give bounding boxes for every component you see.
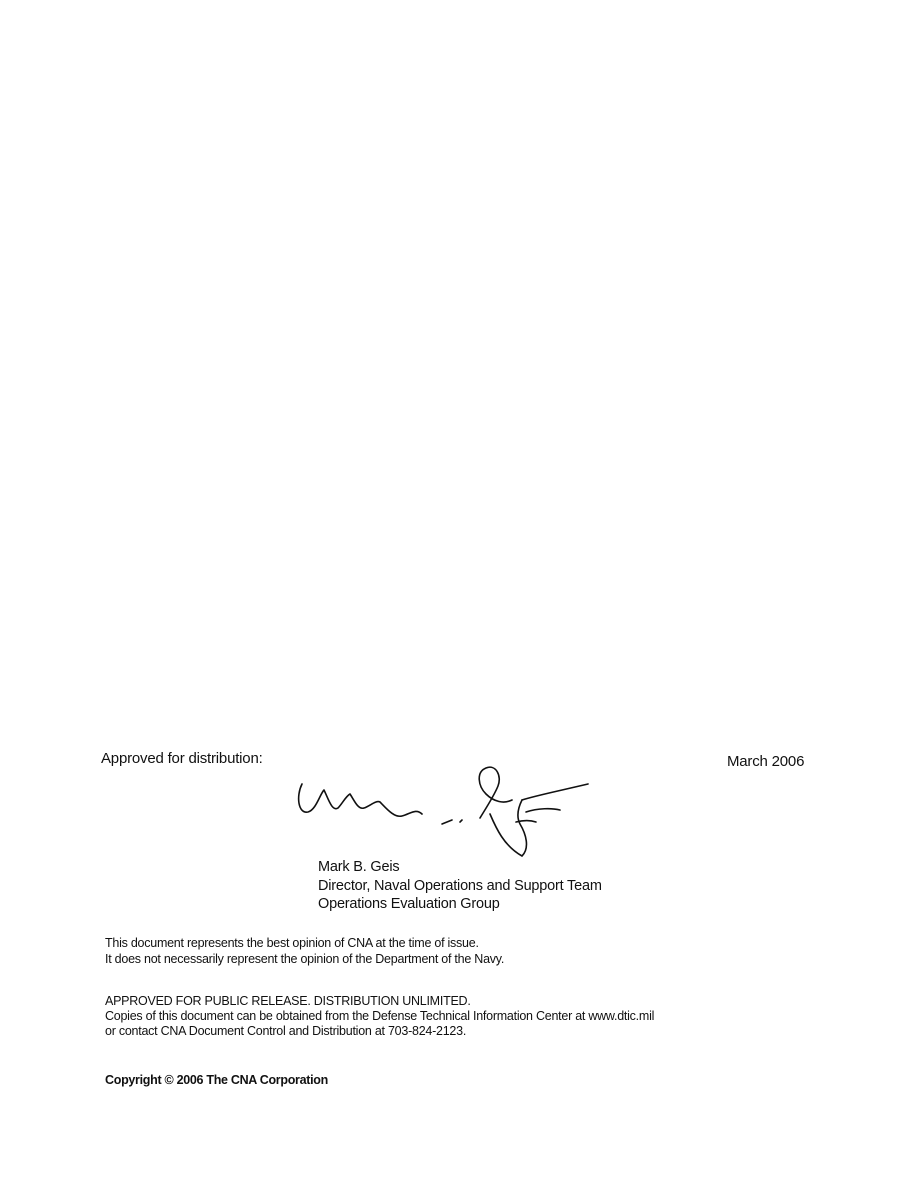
document-date: March 2006: [727, 753, 805, 770]
signer-organization: Operations Evaluation Group: [318, 896, 500, 912]
release-statement: APPROVED FOR PUBLIC RELEASE. DISTRIBUTION UNLIMITED.: [105, 994, 471, 1008]
release-contact-line: or contact CNA Document Control and Distribution at 703-824-2123.: [105, 1024, 467, 1038]
release-copies-line: Copies of this document can be obtained from the Defense Technical Information Center at www.dtic.mil: [105, 1009, 655, 1023]
disclaimer-line: This document represents the best opinion of CNA at the time of issue.: [105, 936, 479, 950]
signer-name: Mark B. Geis: [318, 859, 400, 875]
disclaimer-block: [105, 936, 504, 967]
approved-for-distribution-label: Approved for distribution:: [101, 750, 263, 767]
release-block: [105, 994, 654, 1039]
signer-block: [318, 858, 602, 914]
signature-image: [290, 756, 600, 866]
copyright-notice: Copyright © 2006 The CNA Corporation: [105, 1073, 328, 1087]
disclaimer-line: It does not necessarily represent the opinion of the Department of the Navy.: [105, 951, 505, 966]
signer-title: Director, Naval Operations and Support Team: [318, 877, 602, 894]
